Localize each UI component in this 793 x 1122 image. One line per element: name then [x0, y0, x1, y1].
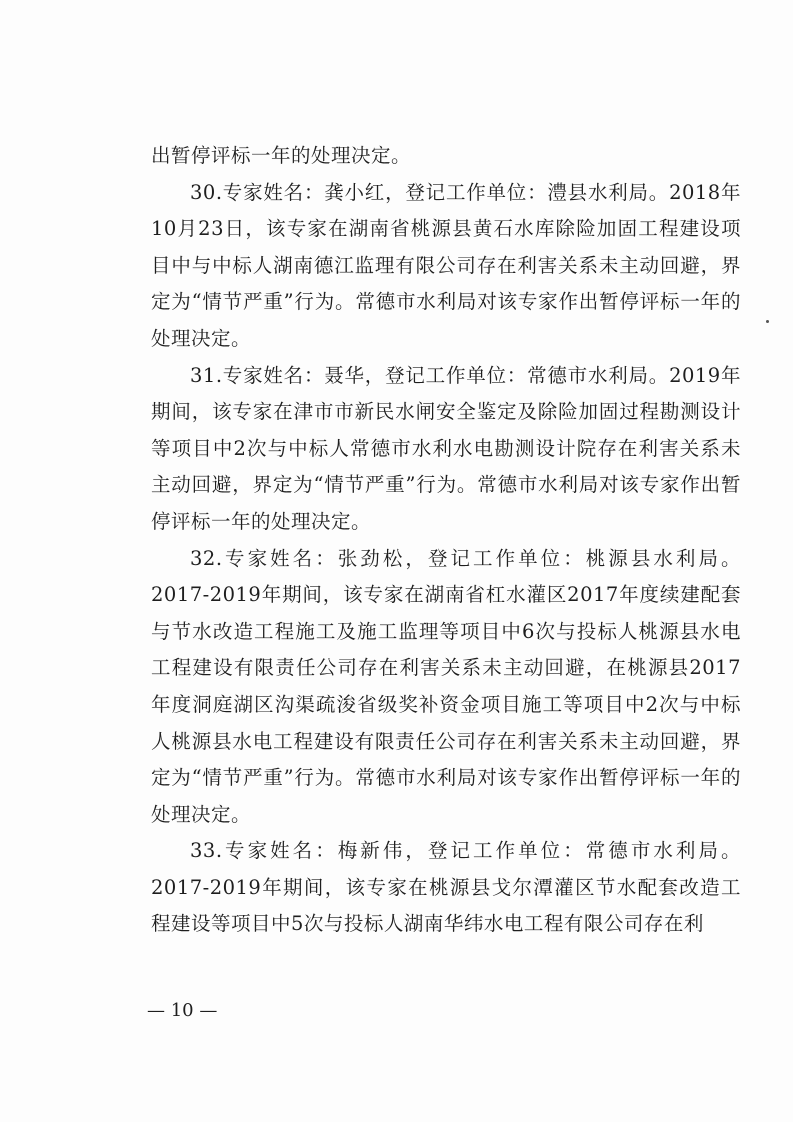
paragraph-item-30: 30.专家姓名：龚小红，登记工作单位：澧县水利局。2018年10月23日，该专家在湖南省桃源县黄石水库除险加固工程建设项目中与中标人湖南德江监理有限公司存在利害关系未主动回避，界定为“情节严重”行为。常德市水利局对该专家作出暂停评标一年的处理决定。 [151, 180, 741, 350]
scan-speck [766, 320, 769, 323]
paragraph-item-33: 33.专家姓名：梅新伟，登记工作单位：常德市水利局。2017-2019年期间，该专家在桃源县戈尔潭灌区节水配套改造工程建设等项目中5次与投标人湖南华纬水电工程有限公司存在利 [151, 839, 741, 936]
paragraph-item-31: 31.专家姓名：聂华，登记工作单位：常德市水利局。2019年期间，该专家在津市市新民水闸安全鉴定及除险加固过程勘测设计等项目中2次与中标人常德市水利水电勘测设计院存在利害关系未主动回避，界定为“情节严重”行为。常德市水利局对该专家作出暂停评标一年的处理决定。 [151, 363, 741, 533]
paragraph-continuation: 出暂停评标一年的处理决定。 [151, 144, 412, 167]
document-body [151, 138, 741, 943]
page-number: — 10 — [147, 1000, 218, 1021]
paragraph-item-32: 32.专家姓名：张劲松，登记工作单位：桃源县水利局。2017-2019年期间，该专家在湖南省杠水灌区2017年度续建配套与节水改造工程施工及施工监理等项目中6次与投标人桃源县水电工程建设有限责任公司存在利害关系未主动回避，在桃源县2017年度洞庭湖区沟渠疏浚省级奖补资金项目施工等项目中2次与中标人桃源县水电工程建设有限责任公司存在利害关系未主动回避，界定为“情节严重”行为。常德市水利局对该专家作出暂停评标一年的处理决定。 [151, 546, 741, 826]
